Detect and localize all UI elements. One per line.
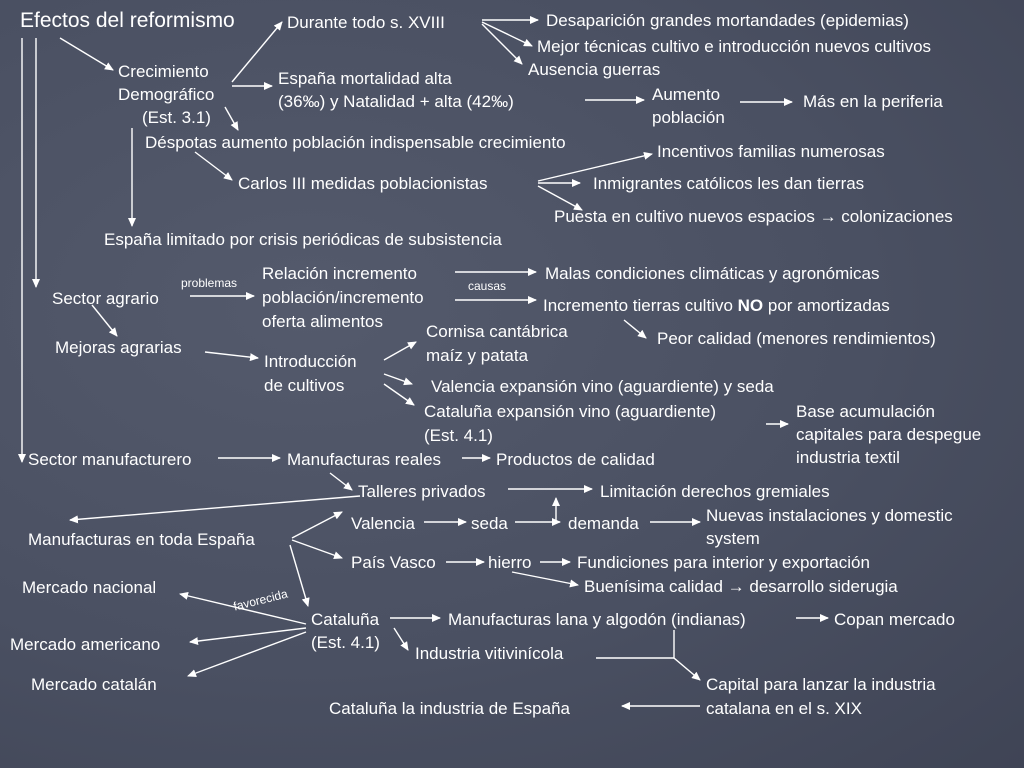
cornisa-line2: maíz y patata xyxy=(426,346,529,365)
valencia-vino-node: Valencia expansión vino (aguardiente) y seda xyxy=(431,377,774,396)
desaparicion-node: Desaparición grandes mortandades (epidemias) xyxy=(546,11,909,30)
causas-label: causas xyxy=(468,279,507,293)
buenisima-node xyxy=(584,575,898,598)
pais-vasco-node: País Vasco xyxy=(351,553,436,572)
buenisima-text: Buenísima calidad xyxy=(584,577,723,596)
arrow-crecimiento-despotas xyxy=(225,107,238,130)
arrow-durante-mejor xyxy=(482,22,532,46)
cataluna-vino-line2: (Est. 4.1) xyxy=(424,426,493,445)
cataluna-line2: (Est. 4.1) xyxy=(311,633,380,652)
industria-espana-node: Cataluña la industria de España xyxy=(329,699,570,718)
incentivos-node: Incentivos familias numerosas xyxy=(657,142,885,161)
arrow-cataluna-americano xyxy=(190,628,306,642)
arrow-durante-ausencia xyxy=(482,24,522,64)
cornisa-line1: Cornisa cantábrica xyxy=(426,322,568,341)
manufacturas-reales-node: Manufacturas reales xyxy=(287,450,442,469)
sector-manufacturero-node: Sector manufacturero xyxy=(28,450,192,469)
ausencia-node: Ausencia guerras xyxy=(528,60,661,79)
despotas-node: Déspotas aumento población indispensable crecimiento xyxy=(145,133,566,152)
nuevas-line2: system xyxy=(706,529,760,548)
mercado-nacional-node: Mercado nacional xyxy=(22,578,157,597)
lana-node: Manufacturas lana y algodón (indianas) xyxy=(448,610,746,629)
demanda-node: demanda xyxy=(568,514,639,533)
sector-agrario-node: Sector agrario xyxy=(52,289,159,308)
relacion-line3: oferta alimentos xyxy=(262,312,383,331)
aumento-line2: población xyxy=(652,108,725,127)
inmigrantes-node: Inmigrantes católicos les dan tierras xyxy=(593,174,865,193)
arrow-talleres-toda-espana xyxy=(70,496,360,520)
limitacion-node: Limitación derechos gremiales xyxy=(600,482,830,501)
incremento-node xyxy=(543,294,890,317)
hierro-node: hierro xyxy=(488,553,532,572)
peor-node: Peor calidad (menores rendimientos) xyxy=(657,329,936,348)
mercado-americano-node: Mercado americano xyxy=(10,635,161,654)
puesta-text: Puesta en cultivo nuevos espacios xyxy=(554,207,815,226)
introduccion-line2: de cultivos xyxy=(264,376,345,395)
incremento-pre: Incremento tierras cultivo xyxy=(543,296,733,315)
favorecida-label: favorecida xyxy=(232,586,290,614)
crecimiento-line1: Crecimiento xyxy=(118,62,209,81)
arrow-mejoras-introduccion xyxy=(205,352,258,358)
introduccion-line1: Introducción xyxy=(264,352,357,371)
relacion-line1: Relación incremento xyxy=(262,264,417,283)
arrow-despotas-carlos xyxy=(195,152,232,180)
incremento-no: NO xyxy=(737,296,764,315)
arrow-introduccion-cataluna xyxy=(384,384,414,405)
arrow-introduccion-cornisa xyxy=(384,342,416,360)
incremento-post: por amortizadas xyxy=(767,296,890,315)
talleres-node: Talleres privados xyxy=(358,482,486,501)
puesta-end: colonizaciones xyxy=(841,207,953,226)
arrow-crecimiento-durante xyxy=(232,22,282,82)
mercado-catalan-node: Mercado catalán xyxy=(31,675,157,694)
capital-line1: Capital para lanzar la industria xyxy=(706,675,936,694)
mortalidad-line2: (36‰) y Natalidad + alta (42‰) xyxy=(278,92,514,111)
base-line1: Base acumulación xyxy=(796,402,935,421)
cataluna-line1: Cataluña xyxy=(311,610,380,629)
base-line3: industria textil xyxy=(796,448,900,467)
aumento-line1: Aumento xyxy=(652,85,721,104)
mejor-tecnicas-node: Mejor técnicas cultivo e introducción nuevos cultivos xyxy=(537,37,932,56)
toda-espana-node: Manufacturas en toda España xyxy=(28,530,255,549)
arrow-incremento-peor xyxy=(624,320,646,338)
arrow-toda-valencia xyxy=(292,512,342,538)
arrow-cataluna-vitivinicola xyxy=(394,628,408,650)
arrow-lana-vitivinicola-capital xyxy=(674,630,700,680)
arrow-cataluna-catalan xyxy=(188,632,306,676)
cataluna-vino-line1: Cataluña expansión vino (aguardiente) xyxy=(424,402,717,421)
malas-node: Malas condiciones climáticas y agronómicas xyxy=(545,264,880,283)
arrow-introduccion-valencia xyxy=(384,374,412,384)
mortalidad-line1: España mortalidad alta xyxy=(278,69,452,88)
copan-node: Copan mercado xyxy=(834,610,955,629)
vitivinicola-node: Industria vitivinícola xyxy=(415,644,564,663)
crecimiento-line3: (Est. 3.1) xyxy=(142,108,211,127)
puesta-node xyxy=(554,205,953,228)
limitado-node: España limitado por crisis periódicas de subsistencia xyxy=(104,230,502,249)
seda-node: seda xyxy=(471,514,508,533)
fundiciones-node: Fundiciones para interior y exportación xyxy=(577,553,870,572)
base-line2: capitales para despegue xyxy=(796,425,982,444)
relacion-line2: población/incremento xyxy=(262,288,424,307)
valencia-node: Valencia xyxy=(351,514,415,533)
nuevas-line1: Nuevas instalaciones y domestic xyxy=(706,506,953,525)
problemas-label: problemas xyxy=(181,276,238,290)
arrow-toda-cataluna xyxy=(290,545,308,606)
capital-line2: catalana en el s. XIX xyxy=(706,699,862,718)
buenisima-end: desarrollo siderugia xyxy=(749,577,898,596)
arrow-reales-talleres xyxy=(330,473,352,490)
durante-node: Durante todo s. XVIII xyxy=(287,13,445,32)
carlos-node: Carlos III medidas poblacionistas xyxy=(238,174,488,193)
arrow-title-crecimiento xyxy=(60,38,113,70)
implies-arrow-icon: → xyxy=(727,577,745,596)
periferia-node: Más en la periferia xyxy=(803,92,943,111)
arrow-toda-pais-vasco xyxy=(292,540,342,558)
productos-node: Productos de calidad xyxy=(496,450,655,469)
implies-arrow-icon: → xyxy=(819,207,837,226)
crecimiento-line2: Demográfico xyxy=(118,85,215,104)
diagram-title: Efectos del reformismo xyxy=(20,9,235,32)
mejoras-node: Mejoras agrarias xyxy=(55,338,182,357)
